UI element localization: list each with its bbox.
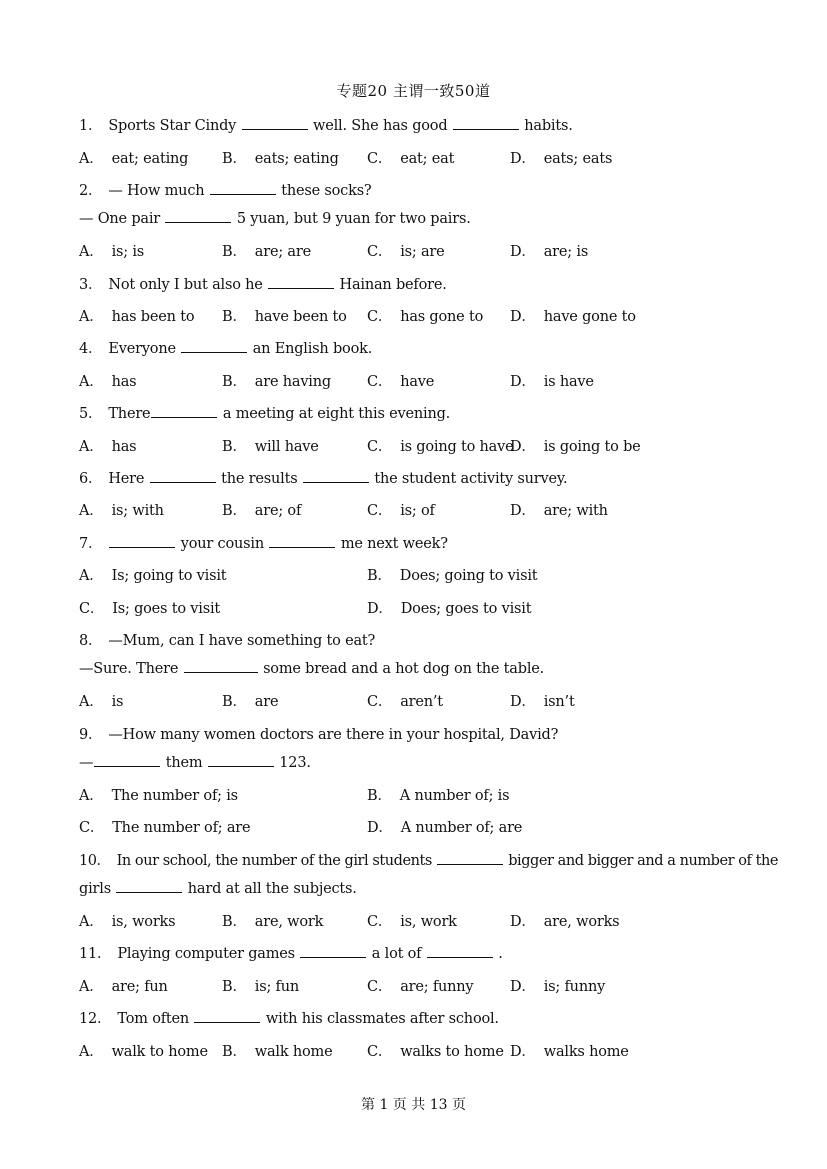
question-number: 8． xyxy=(79,633,103,649)
question-text: — xyxy=(79,755,94,771)
option-b: B． eats; eating xyxy=(222,151,339,167)
option-d: D． isn’t xyxy=(510,694,575,710)
question-5 xyxy=(79,402,450,423)
page-footer: 第 1 页 共 13 页 xyxy=(361,1097,466,1113)
question-number: 6． xyxy=(79,471,103,487)
question-text: hard at all the subjects. xyxy=(187,881,357,897)
option-d: D． eats; eats xyxy=(510,151,613,167)
option-b: B． are; are xyxy=(222,244,311,260)
question-8-reply xyxy=(79,660,544,677)
option-a: A． are; fun xyxy=(79,979,168,995)
option-b: B． is; fun xyxy=(222,979,299,995)
option-b: B． have been to xyxy=(222,309,347,325)
question-text: Hainan before. xyxy=(339,277,447,293)
option-b: B． will have xyxy=(222,439,319,455)
question-text: them xyxy=(165,755,203,771)
question-text: Here xyxy=(108,471,145,487)
question-number: 4． xyxy=(79,341,103,357)
answer-blank xyxy=(269,535,335,548)
question-3 xyxy=(79,273,447,294)
question-text: with his classmates after school. xyxy=(265,1011,499,1027)
option-d: D． is have xyxy=(510,374,594,390)
option-d: D． is going to be xyxy=(510,439,641,455)
option-c: C． The number of; are xyxy=(79,820,251,836)
option-a: A． is; is xyxy=(79,244,145,260)
option-a: A． Is; going to visit xyxy=(79,568,227,584)
question-10-cont xyxy=(79,880,357,897)
answer-blank xyxy=(94,754,160,767)
answer-blank xyxy=(210,182,276,195)
option-d: D． A number of; are xyxy=(367,820,523,836)
question-text: the student activity survey. xyxy=(374,471,568,487)
question-text: these socks? xyxy=(281,183,372,199)
question-2 xyxy=(79,179,372,200)
question-6 xyxy=(79,467,567,488)
question-text: — One pair xyxy=(79,211,161,227)
question-11 xyxy=(79,942,503,963)
option-c: C． are; funny xyxy=(367,979,474,995)
question-text: —Mum, can I have something to eat? xyxy=(108,633,376,649)
answer-blank xyxy=(303,470,369,483)
question-text: Not only I but also he xyxy=(108,277,263,293)
question-9-reply xyxy=(79,754,311,771)
option-a: A． is xyxy=(79,694,124,710)
question-9 xyxy=(79,723,558,744)
option-a: A． has xyxy=(79,374,137,390)
option-c: C． have xyxy=(367,374,435,390)
option-c: C． is going to have xyxy=(367,439,514,455)
answer-blank xyxy=(242,117,308,130)
option-a: A． has xyxy=(79,439,137,455)
question-text: your cousin xyxy=(180,536,264,552)
option-d: D． have gone to xyxy=(510,309,636,325)
question-number: 2． xyxy=(79,183,103,199)
page-title: 专题20 主谓一致50道 xyxy=(336,82,491,100)
answer-blank xyxy=(427,945,493,958)
answer-blank xyxy=(109,535,175,548)
question-text: Tom often xyxy=(117,1011,190,1027)
option-b: B． A number of; is xyxy=(367,788,510,804)
answer-blank xyxy=(165,210,231,223)
answer-blank xyxy=(116,880,182,893)
option-a: A． walk to home xyxy=(79,1044,208,1060)
answer-blank xyxy=(437,852,503,865)
question-text: the results xyxy=(221,471,298,487)
question-number: 1． xyxy=(79,118,103,134)
question-1 xyxy=(79,114,573,135)
question-text: 123. xyxy=(279,755,311,771)
option-c: C． is; of xyxy=(367,503,435,519)
question-number: 11． xyxy=(79,946,112,962)
option-d: D． are; is xyxy=(510,244,589,260)
answer-blank xyxy=(300,945,366,958)
question-text: 5 yuan, but 9 yuan for two pairs. xyxy=(236,211,471,227)
option-a: A． is; with xyxy=(79,503,164,519)
question-text: me next week? xyxy=(340,536,448,552)
question-4 xyxy=(79,337,372,358)
answer-blank xyxy=(184,660,258,673)
question-text: girls xyxy=(79,881,111,897)
question-text: . xyxy=(498,946,503,962)
answer-blank xyxy=(453,117,519,130)
question-text: —How many women doctors are there in your hospital, David? xyxy=(108,727,559,743)
option-a: A． eat; eating xyxy=(79,151,189,167)
question-number: 7． xyxy=(79,536,103,552)
question-text: habits. xyxy=(524,118,573,134)
option-c: C． aren’t xyxy=(367,694,443,710)
question-text: a lot of xyxy=(371,946,422,962)
question-text: — How much xyxy=(108,183,205,199)
option-d: D． walks home xyxy=(510,1044,629,1060)
question-text: Everyone xyxy=(108,341,176,357)
answer-blank xyxy=(268,276,334,289)
option-c: C． is, work xyxy=(367,914,457,930)
option-b: B． walk home xyxy=(222,1044,333,1060)
question-text: a meeting at eight this evening. xyxy=(222,406,451,422)
option-c: C． has gone to xyxy=(367,309,484,325)
question-text: well. She has good xyxy=(313,118,448,134)
option-c: C． is; are xyxy=(367,244,445,260)
question-number: 12． xyxy=(79,1011,112,1027)
option-c: C． Is; goes to visit xyxy=(79,601,221,617)
option-b: B． are xyxy=(222,694,279,710)
question-text: some bread and a hot dog on the table. xyxy=(263,661,545,677)
answer-blank xyxy=(194,1010,260,1023)
option-b: B． are having xyxy=(222,374,331,390)
question-text: bigger and bigger and a number of the xyxy=(508,853,779,869)
question-12 xyxy=(79,1007,499,1028)
question-text: There xyxy=(108,406,151,422)
option-d: D． Does; goes to visit xyxy=(367,601,532,617)
option-d: D． are, works xyxy=(510,914,620,930)
question-number: 3． xyxy=(79,277,103,293)
question-number: 10． xyxy=(79,853,111,869)
question-number: 5． xyxy=(79,406,103,422)
answer-blank xyxy=(208,754,274,767)
question-text: —Sure. There xyxy=(79,661,179,677)
question-10 xyxy=(79,849,778,870)
option-c: C． eat; eat xyxy=(367,151,455,167)
option-d: D． are; with xyxy=(510,503,608,519)
answer-blank xyxy=(150,470,216,483)
option-b: B． Does; going to visit xyxy=(367,568,538,584)
option-a: A． is, works xyxy=(79,914,176,930)
option-a: A． has been to xyxy=(79,309,195,325)
question-text: an English book. xyxy=(252,341,373,357)
question-text: In our school, the number of the girl students xyxy=(116,853,432,869)
answer-blank xyxy=(181,340,247,353)
option-b: B． are; of xyxy=(222,503,302,519)
option-c: C． walks to home xyxy=(367,1044,504,1060)
question-2-reply xyxy=(79,210,471,227)
option-b: B． are, work xyxy=(222,914,324,930)
option-a: A． The number of; is xyxy=(79,788,238,804)
question-7 xyxy=(79,532,448,553)
answer-blank xyxy=(151,405,217,418)
question-text: Playing computer games xyxy=(117,946,295,962)
question-text: Sports Star Cindy xyxy=(108,118,237,134)
option-d: D． is; funny xyxy=(510,979,606,995)
question-number: 9． xyxy=(79,727,103,743)
question-8 xyxy=(79,629,375,650)
